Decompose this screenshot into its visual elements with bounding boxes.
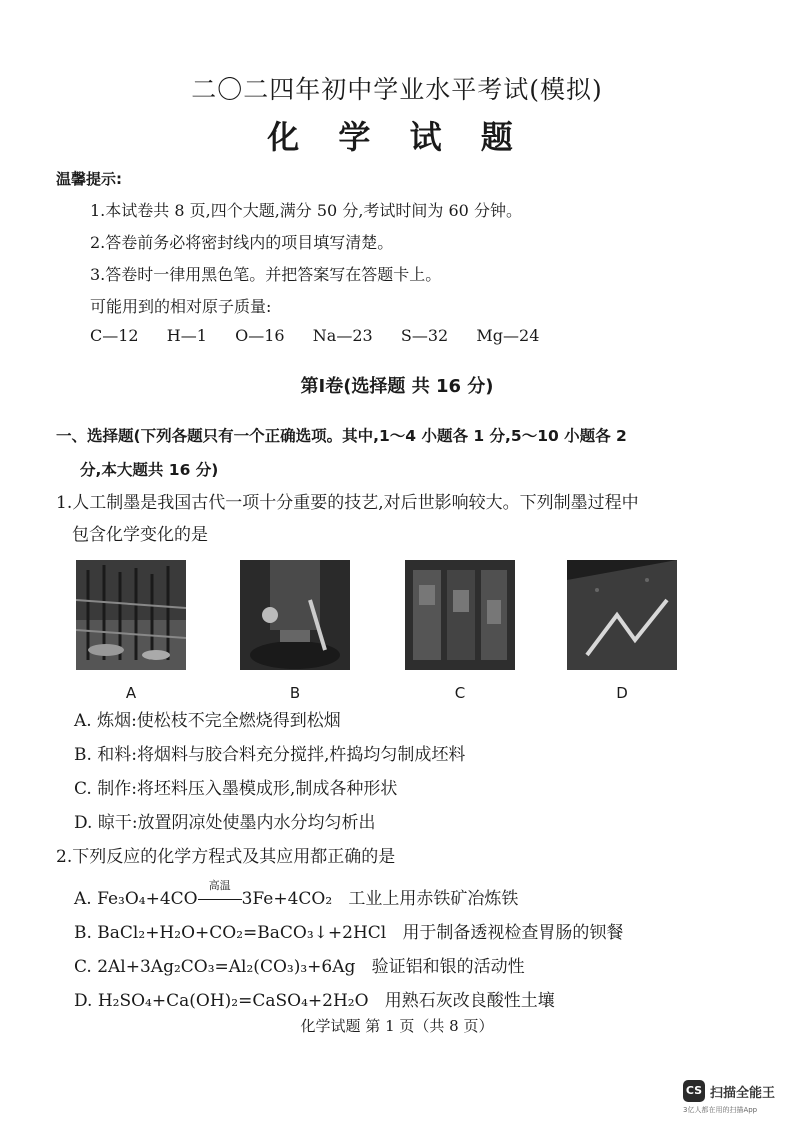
mass-na: Na—23 [312, 326, 373, 345]
mass-o: O—16 [235, 326, 285, 345]
atomic-mass-heading: 可能用到的相对原子质量: [90, 297, 272, 316]
q2-stem: 2.下列反应的化学方程式及其应用都正确的是 [56, 847, 396, 867]
photo-c-molding [405, 560, 515, 670]
tips-heading: 温馨提示: [56, 170, 122, 188]
exam-subtitle: 化 学 试 题 [267, 118, 527, 156]
q2-c-use: 验证铝和银的活动性 [371, 957, 525, 977]
q1-stem: 1.人工制墨是我国古代一项十分重要的技艺,对后世影响较大。下列制墨过程中 [56, 493, 639, 513]
q2-option-c: C. 2Al+3Ag₂CO₃=Al₂(CO₃)₃+6Ag 验证铝和银的活动性 [74, 957, 525, 977]
part-heading-cont: 分,本大题共 16 分) [80, 461, 219, 479]
photo-label-a: A [125, 684, 137, 702]
tip-item: 1.本试卷共 8 页,四个大题,满分 50 分,考试时间为 60 分钟。 [90, 201, 522, 220]
q2-a-label: A. Fe [74, 889, 119, 909]
mass-s: S—32 [400, 326, 449, 345]
q1-option-c: C. 制作:将坯料压入墨模成形,制成各种形状 [74, 779, 398, 799]
q2-b-use: 用于制备透视检查胃肠的钡餐 [402, 923, 624, 943]
photo-label-b: B [289, 684, 301, 702]
section-title: 第Ⅰ卷(选择题 共 16 分) [300, 376, 494, 397]
photo-d-drying [567, 560, 677, 670]
q2-a-use: 工业上用赤铁矿冶炼铁 [348, 889, 519, 909]
q1-option-a: A. 炼烟:使松枝不完全燃烧得到松烟 [74, 711, 341, 731]
mass-c: C—12 [90, 326, 139, 345]
part-heading: 一、选择题(下列各题只有一个正确选项。其中,1～4 小题各 1 分,5～10 小题各 2 [56, 427, 627, 445]
mass-mg: Mg—24 [476, 326, 540, 345]
camscanner-logo-icon: CS [683, 1080, 705, 1102]
scanner-name: 扫描全能王 [710, 1086, 776, 1101]
photo-a-pine-smoke [76, 560, 186, 670]
reaction-condition: 高温 [208, 879, 231, 892]
q1-option-b: B. 和料:将烟料与胶合料充分搅拌,杵捣均匀制成坯料 [74, 745, 466, 765]
tip-item: 2.答卷前务必将密封线内的项目填写清楚。 [90, 233, 394, 252]
q1-option-d: D. 晾干:放置阴凉处使墨内水分均匀析出 [74, 813, 376, 833]
scanner-slogan: 3亿人都在用的扫描App [683, 1106, 758, 1114]
q1-stem-cont: 包含化学变化的是 [72, 525, 208, 545]
page-footer: 化学试题 第 1 页（共 8 页） [300, 1017, 494, 1035]
q2-option-a: A. Fe₃O₄+4CO 高温 3Fe+4CO₂ 工业上用赤铁矿冶炼铁 [74, 879, 519, 909]
tip-item: 3.答卷时一律用黑色笔。并把答案写在答题卡上。 [90, 265, 442, 284]
q2-option-b: B. BaCl₂+H₂O+CO₂=BaCO₃↓+2HCl 用于制备透视检查胃肠的钡餐 [74, 923, 624, 943]
photo-label-d: D [616, 684, 628, 702]
photo-b-mixing [240, 560, 350, 670]
atomic-mass-list [90, 326, 539, 345]
exam-title: 二〇二四年初中学业水平考试(模拟) [191, 75, 603, 104]
photo-label-c: C [454, 684, 466, 702]
q2-option-d: D. H₂SO₄+Ca(OH)₂=CaSO₄+2H₂O 用熟石灰改良酸性土壤 [74, 991, 555, 1011]
q2-d-use: 用熟石灰改良酸性土壤 [384, 991, 555, 1011]
mass-h: H—1 [166, 326, 207, 345]
